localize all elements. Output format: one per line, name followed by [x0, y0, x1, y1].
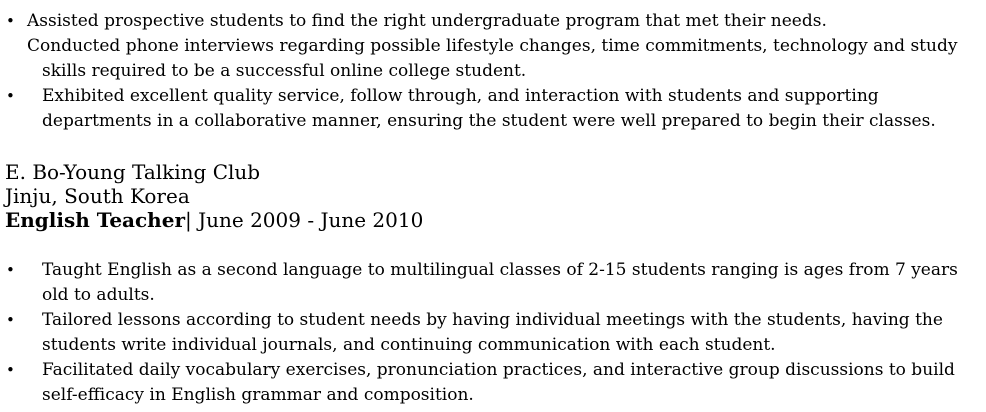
bullet-icon: • — [6, 12, 15, 30]
list-item — [0, 84, 986, 134]
separator: | — [184, 208, 199, 232]
employer-name: E. Bo-Young Talking Club — [5, 160, 261, 184]
employment-dates: June 2009 - June 2010 — [198, 208, 424, 232]
list-item — [0, 34, 986, 84]
list-item-text: Conducted phone interviews regarding possible lifestyle changes, time commitments, technology and study skills required to be a successful online college student. — [27, 36, 958, 81]
english-teacher-bullet-list — [0, 258, 986, 408]
list-item-text: Facilitated daily vocabulary exercises, pronunciation practices, and interactive group discussions to build self-efficacy in English grammar and composition. — [42, 360, 955, 405]
list-item — [0, 358, 986, 408]
list-item-text: Assisted prospective students to find the right undergraduate program that met their needs. — [27, 11, 827, 31]
list-item-text: Exhibited excellent quality service, follow through, and interaction with students and supporting departments in a collaborative manner, ensuring the student were well prepared to begin their classes. — [42, 86, 936, 131]
list-item — [0, 308, 986, 358]
list-item-text: Taught English as a second language to multilingual classes of 2-15 students ranging is ages from 7 years old to adults. — [42, 260, 958, 305]
list-item-text: Tailored lessons according to student needs by having individual meetings with the students, having the students write individual journals, and continuing communication with each student. — [42, 310, 943, 355]
employer-location: Jinju, South Korea — [5, 184, 190, 208]
bullet-icon: • — [6, 261, 15, 279]
list-item — [0, 9, 986, 34]
bullet-icon: • — [6, 87, 15, 105]
job-title-line — [5, 208, 423, 233]
list-item — [0, 258, 986, 308]
bullet-icon: • — [6, 311, 15, 329]
job-title: English Teacher — [5, 208, 185, 232]
bullet-icon: • — [6, 361, 15, 379]
previous-job-bullet-list — [0, 9, 986, 134]
